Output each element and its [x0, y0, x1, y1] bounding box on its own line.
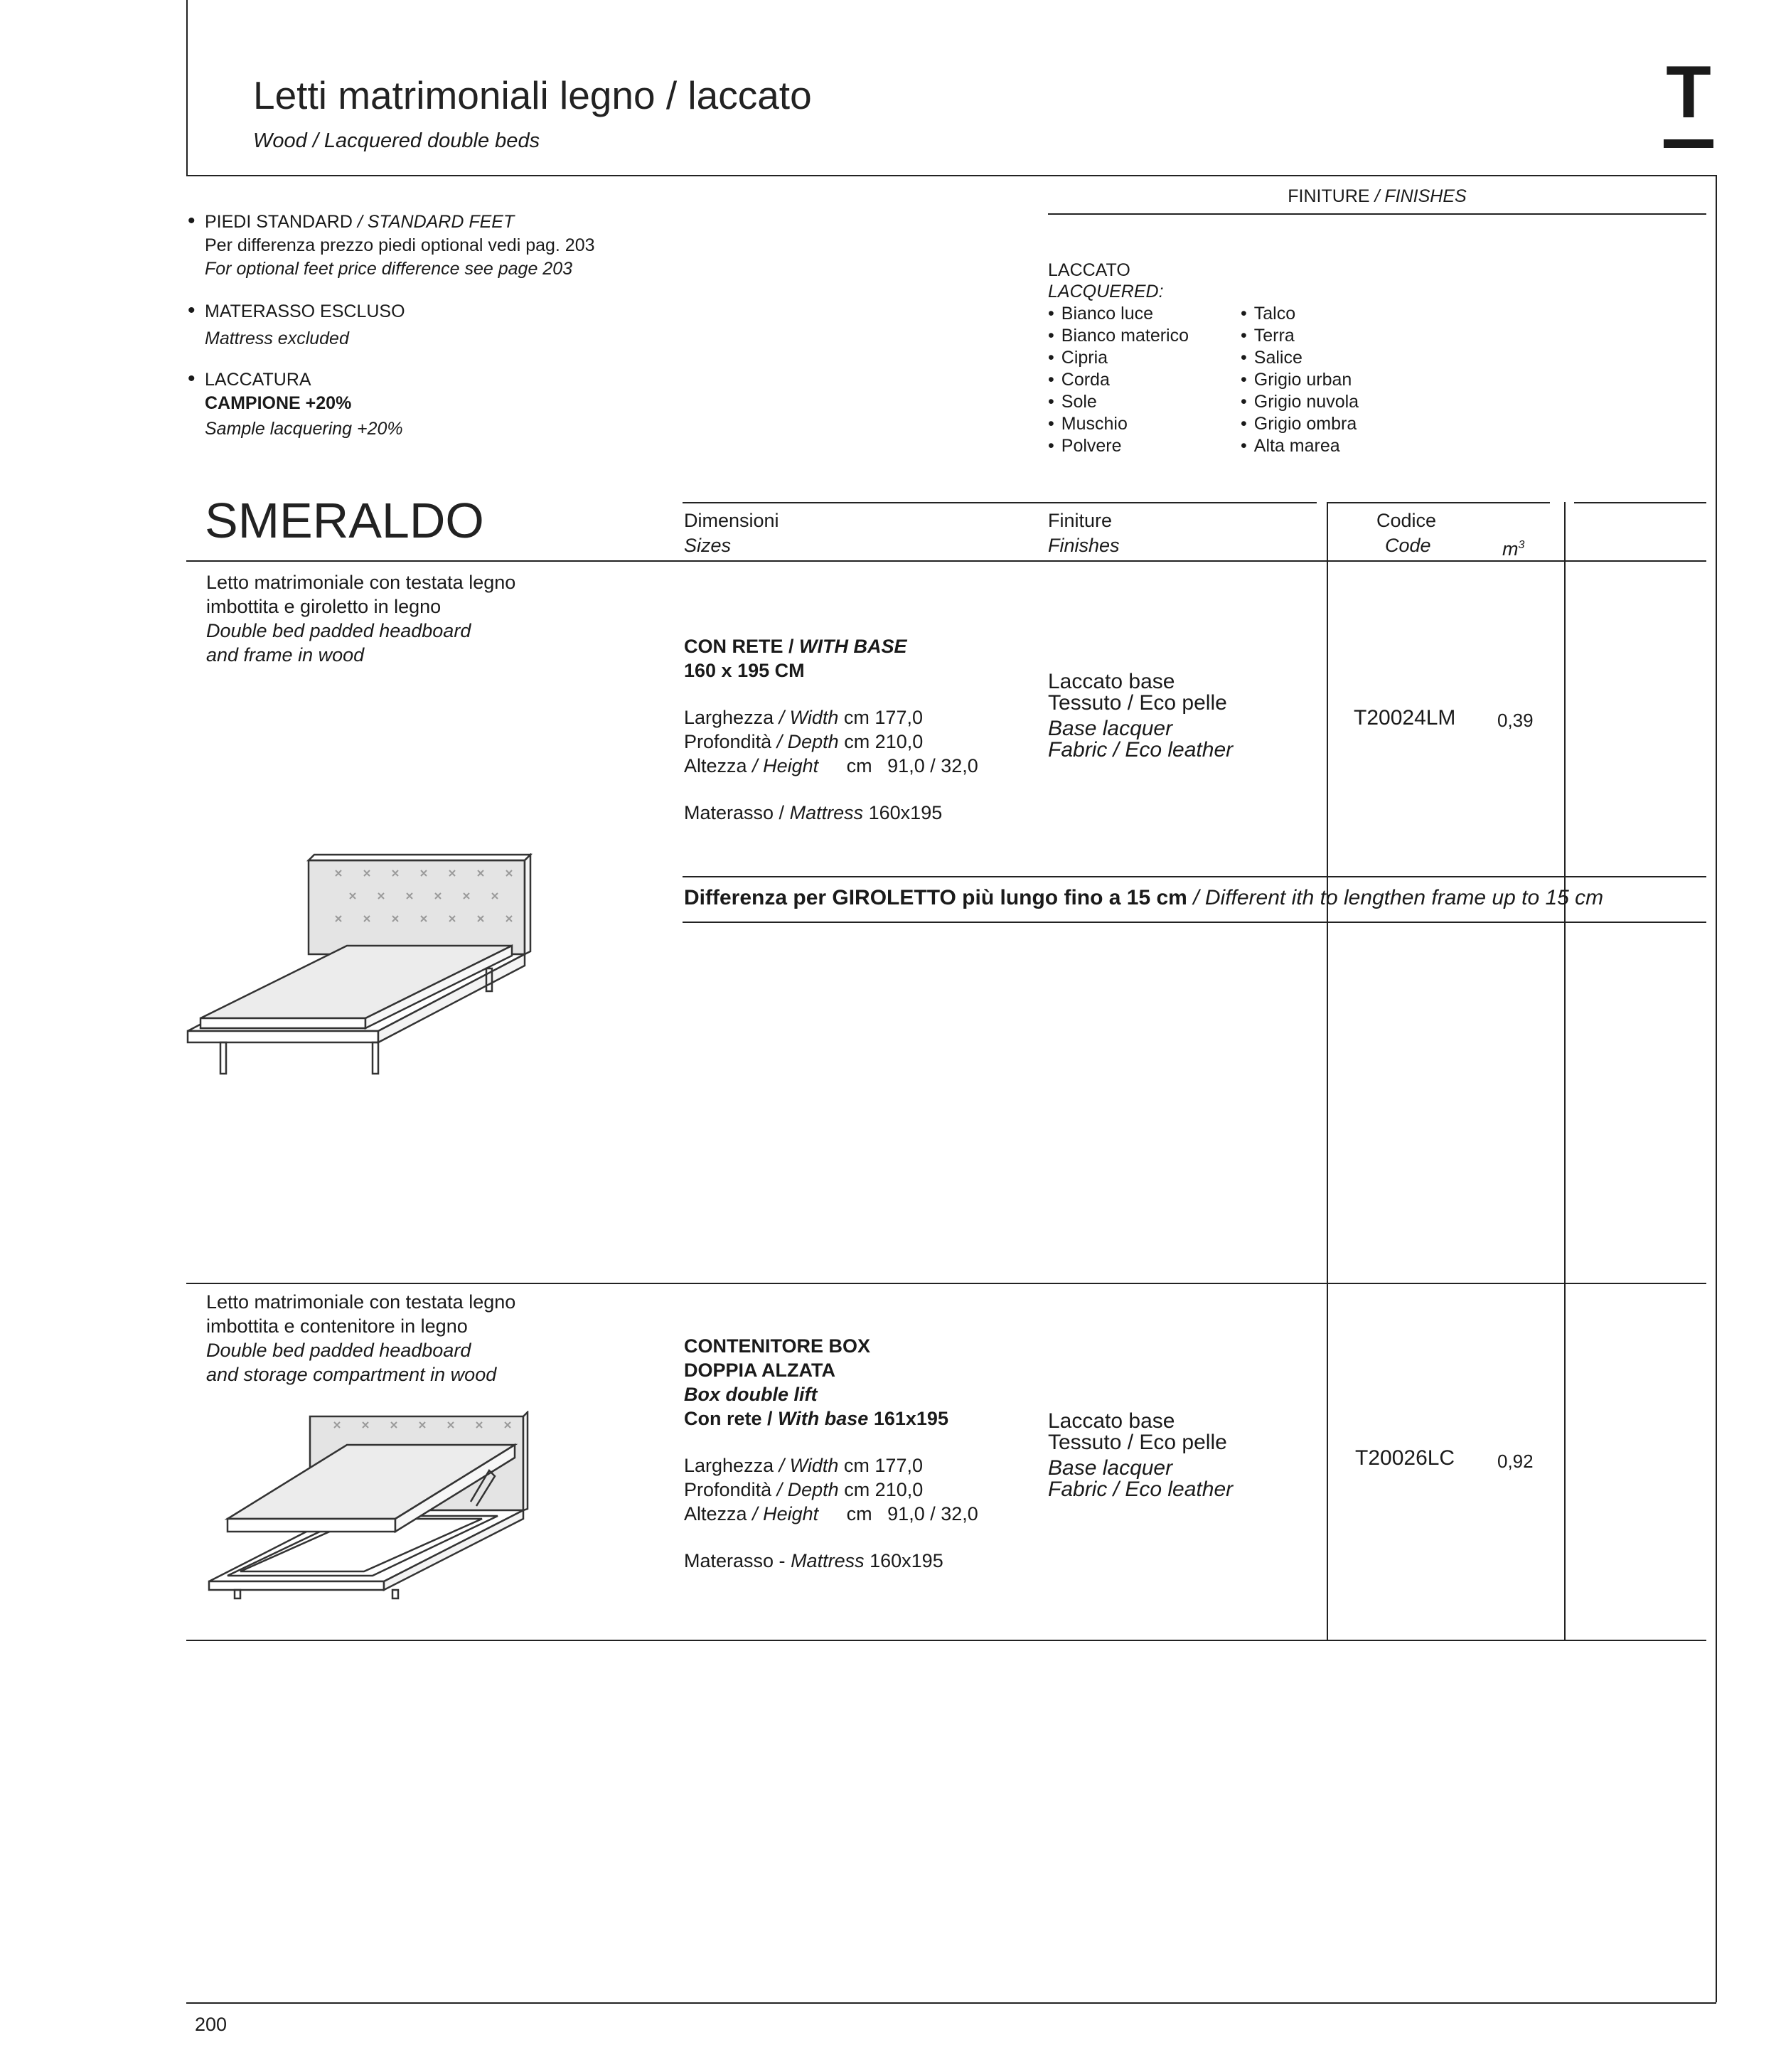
- height-label-en: / Height: [752, 755, 819, 776]
- row2-bottom-line: [186, 1640, 1706, 1641]
- item-2-description: [206, 1290, 661, 1387]
- finish-line: Tessuto / Eco pelle: [1048, 691, 1227, 715]
- mattress-label-en: Mattress: [791, 1550, 865, 1571]
- row1-extra-line: [683, 922, 1706, 923]
- item-type: CONTENITORE BOX: [684, 1335, 871, 1357]
- finish-group-title-en: LACQUERED:: [1048, 282, 1164, 301]
- section-letter-tab: [1664, 51, 1713, 153]
- width-label: Larghezza: [684, 1455, 774, 1476]
- row2-top-line: [186, 1283, 1706, 1284]
- page-subtitle: Wood / Lacquered double beds: [253, 129, 540, 152]
- finish-color-item: • Polvere: [1048, 435, 1122, 457]
- finish-color-item: • Bianco materico: [1048, 325, 1189, 347]
- finish-color-item: • Grigio ombra: [1241, 413, 1357, 435]
- right-frame-line: [1716, 175, 1717, 2002]
- item-2-volume: 0,92: [1497, 1451, 1534, 1472]
- page-bottom-line: [186, 2002, 1716, 2004]
- bed-drawing-2: [206, 1411, 540, 1610]
- depth-row: [684, 1478, 1039, 1502]
- height-value: 91,0 / 32,0: [887, 1503, 978, 1524]
- header-bottom-line: [186, 175, 1716, 176]
- finishes-header: [1048, 185, 1706, 208]
- finish-line: Tessuto / Eco pelle: [1048, 1431, 1227, 1454]
- depth-label-en: / Depth: [776, 1479, 839, 1500]
- item-2-code: T20026LC: [1355, 1446, 1455, 1470]
- item-type: DOPPIA ALZATA: [684, 1360, 835, 1381]
- col-header-code-en: Code: [1385, 535, 1431, 556]
- finish-color-item: • Cipria: [1048, 347, 1108, 369]
- depth-label: Profondità: [684, 731, 772, 752]
- note-line-en: For optional feet price difference see page 203: [205, 259, 573, 279]
- table-header-top-line-code: [1327, 502, 1550, 503]
- item-type: [684, 634, 1039, 658]
- finish-line-en: Fabric / Eco leather: [1048, 1478, 1234, 1501]
- left-frame-line: [186, 0, 188, 175]
- height-unit: cm: [846, 1503, 872, 1524]
- base-label-en: With base: [778, 1408, 869, 1429]
- finish-color-item: • Grigio nuvola: [1241, 391, 1359, 413]
- finishes-header-it: FINITURE: [1288, 186, 1370, 206]
- notes: [205, 210, 845, 445]
- desc-it: imbottita e giroletto in legno: [206, 596, 442, 617]
- note-title: PIEDI STANDARD: [205, 212, 353, 232]
- note-line-en: Sample lacquering +20%: [205, 419, 403, 439]
- height-row: [684, 1502, 1039, 1526]
- item-2-dimensions: [684, 1334, 1039, 1573]
- finish-line-en: Base lacquer: [1048, 717, 1173, 740]
- col-header-dimensions: Dimensioni: [684, 510, 779, 531]
- note-line: Per differenza prezzo piedi optional vedi pag. 203: [205, 235, 595, 255]
- item-1-description: [206, 570, 661, 667]
- mattress-label-en: Mattress: [789, 802, 864, 823]
- item-base: [684, 1406, 1039, 1431]
- desc-en: and frame in wood: [206, 644, 365, 666]
- desc-it: imbottita e contenitore in legno: [206, 1315, 468, 1337]
- finish-color-item: • Corda: [1048, 369, 1110, 391]
- finish-color-item: • Muschio: [1048, 413, 1128, 435]
- desc-en: and storage compartment in wood: [206, 1364, 497, 1385]
- width-row: [684, 1453, 1039, 1478]
- finishes-header-line: [1048, 213, 1706, 215]
- mattress-label: Materasso -: [684, 1550, 786, 1571]
- width-row: [684, 705, 1039, 730]
- height-label-en: / Height: [752, 1503, 819, 1524]
- finish-group-title: LACCATO: [1048, 260, 1130, 280]
- finish-color-item: • Sole: [1048, 391, 1097, 413]
- height-unit: cm: [846, 755, 872, 776]
- width-value: cm 177,0: [843, 707, 923, 728]
- section-letter: T: [1666, 51, 1711, 134]
- table-header-top-line: [683, 502, 1317, 503]
- code-column-divider: [1327, 502, 1328, 1640]
- item-type-it: CON RETE /: [684, 636, 794, 657]
- mattress-row: [684, 801, 1039, 825]
- note-standard-feet: [205, 210, 845, 281]
- page-number: 200: [195, 2014, 228, 2035]
- item-2-finishes: [1048, 1411, 1318, 1500]
- finish-color-item: • Talco: [1241, 303, 1295, 325]
- desc-it: Letto matrimoniale con testata legno: [206, 572, 516, 593]
- volume-unit-sup: 3: [1518, 539, 1525, 551]
- finish-color-item: • Terra: [1241, 325, 1295, 347]
- finish-line-en: Fabric / Eco leather: [1048, 738, 1234, 762]
- finish-line: Laccato base: [1048, 1409, 1175, 1433]
- item-type-en: WITH BASE: [799, 636, 907, 657]
- mattress-value: 160x195: [868, 802, 943, 823]
- depth-label: Profondità: [684, 1479, 772, 1500]
- note-title-2: CAMPIONE +20%: [205, 393, 352, 413]
- item-1-dimensions: [684, 634, 1039, 825]
- height-label: Altezza: [684, 755, 747, 776]
- depth-row: [684, 730, 1039, 754]
- desc-en: Double bed padded headboard: [206, 1340, 471, 1361]
- finish-color-item: • Alta marea: [1241, 435, 1340, 457]
- item-type-en: Box double lift: [684, 1384, 818, 1405]
- item-1-code: T20024LM: [1354, 706, 1456, 730]
- mattress-value: 160x195: [870, 1550, 943, 1571]
- mattress-row: [684, 1549, 1039, 1573]
- frame-extension-note: [684, 885, 1694, 912]
- col-header-finishes-en: Finishes: [1048, 535, 1120, 556]
- bed-drawing-1: [186, 853, 542, 1081]
- width-value: cm 177,0: [843, 1455, 923, 1476]
- note-mattress: [205, 300, 845, 351]
- height-row: [684, 754, 1039, 778]
- finish-color-item: • Salice: [1241, 347, 1302, 369]
- finish-color-item: • Bianco luce: [1048, 303, 1153, 325]
- width-label-en: / Width: [779, 1455, 839, 1476]
- depth-label-en: / Depth: [776, 731, 839, 752]
- finish-color-item: • Grigio urban: [1241, 369, 1352, 391]
- desc-en: Double bed padded headboard: [206, 620, 471, 641]
- mattress-label: Materasso /: [684, 802, 785, 823]
- volume-unit: m: [1502, 538, 1519, 560]
- note-line-en: Mattress excluded: [205, 329, 349, 348]
- note-title: • MATERASSO ESCLUSO: [205, 301, 405, 321]
- frame-extension-note-it: Differenza per GIROLETTO più lungo fino a 15 cm: [684, 886, 1187, 909]
- depth-value: cm 210,0: [844, 731, 924, 752]
- depth-value: cm 210,0: [844, 1479, 924, 1500]
- base-value: 161x195: [873, 1408, 948, 1429]
- product-name: SMERALDO: [205, 493, 484, 548]
- base-label: Con rete /: [684, 1408, 773, 1429]
- col-header-code: Codice: [1376, 510, 1437, 531]
- right-column-divider: [1564, 502, 1566, 1640]
- page-title: Letti matrimoniali legno / laccato: [253, 73, 812, 117]
- item-1-volume: 0,39: [1497, 710, 1534, 731]
- frame-extension-note-en: / Different ith to lengthen frame up to 15 cm: [1193, 886, 1604, 909]
- col-header-volume: [1502, 533, 1524, 561]
- section-letter-bar: [1664, 139, 1713, 148]
- table-header-top-line-right: [1574, 502, 1706, 503]
- col-header-finishes: Finiture: [1048, 510, 1113, 531]
- height-label: Altezza: [684, 1503, 747, 1524]
- finish-line: Laccato base: [1048, 670, 1175, 693]
- finishes-header-en: / FINISHES: [1374, 186, 1467, 206]
- width-label-en: / Width: [779, 707, 839, 728]
- note-lacquering: [205, 368, 845, 441]
- col-header-dimensions-en: Sizes: [684, 535, 732, 556]
- desc-it: Letto matrimoniale con testata legno: [206, 1291, 516, 1313]
- finish-line-en: Base lacquer: [1048, 1456, 1173, 1480]
- row1-bottom-line: [683, 876, 1706, 877]
- item-size: 160 x 195 CM: [684, 660, 805, 681]
- note-title-en: / STANDARD FEET: [357, 212, 515, 232]
- note-title: • LACCATURA: [205, 370, 311, 390]
- width-label: Larghezza: [684, 707, 774, 728]
- table-header-bottom-line: [186, 560, 1706, 562]
- item-1-finishes: [1048, 671, 1318, 761]
- height-value: 91,0 / 32,0: [887, 755, 978, 776]
